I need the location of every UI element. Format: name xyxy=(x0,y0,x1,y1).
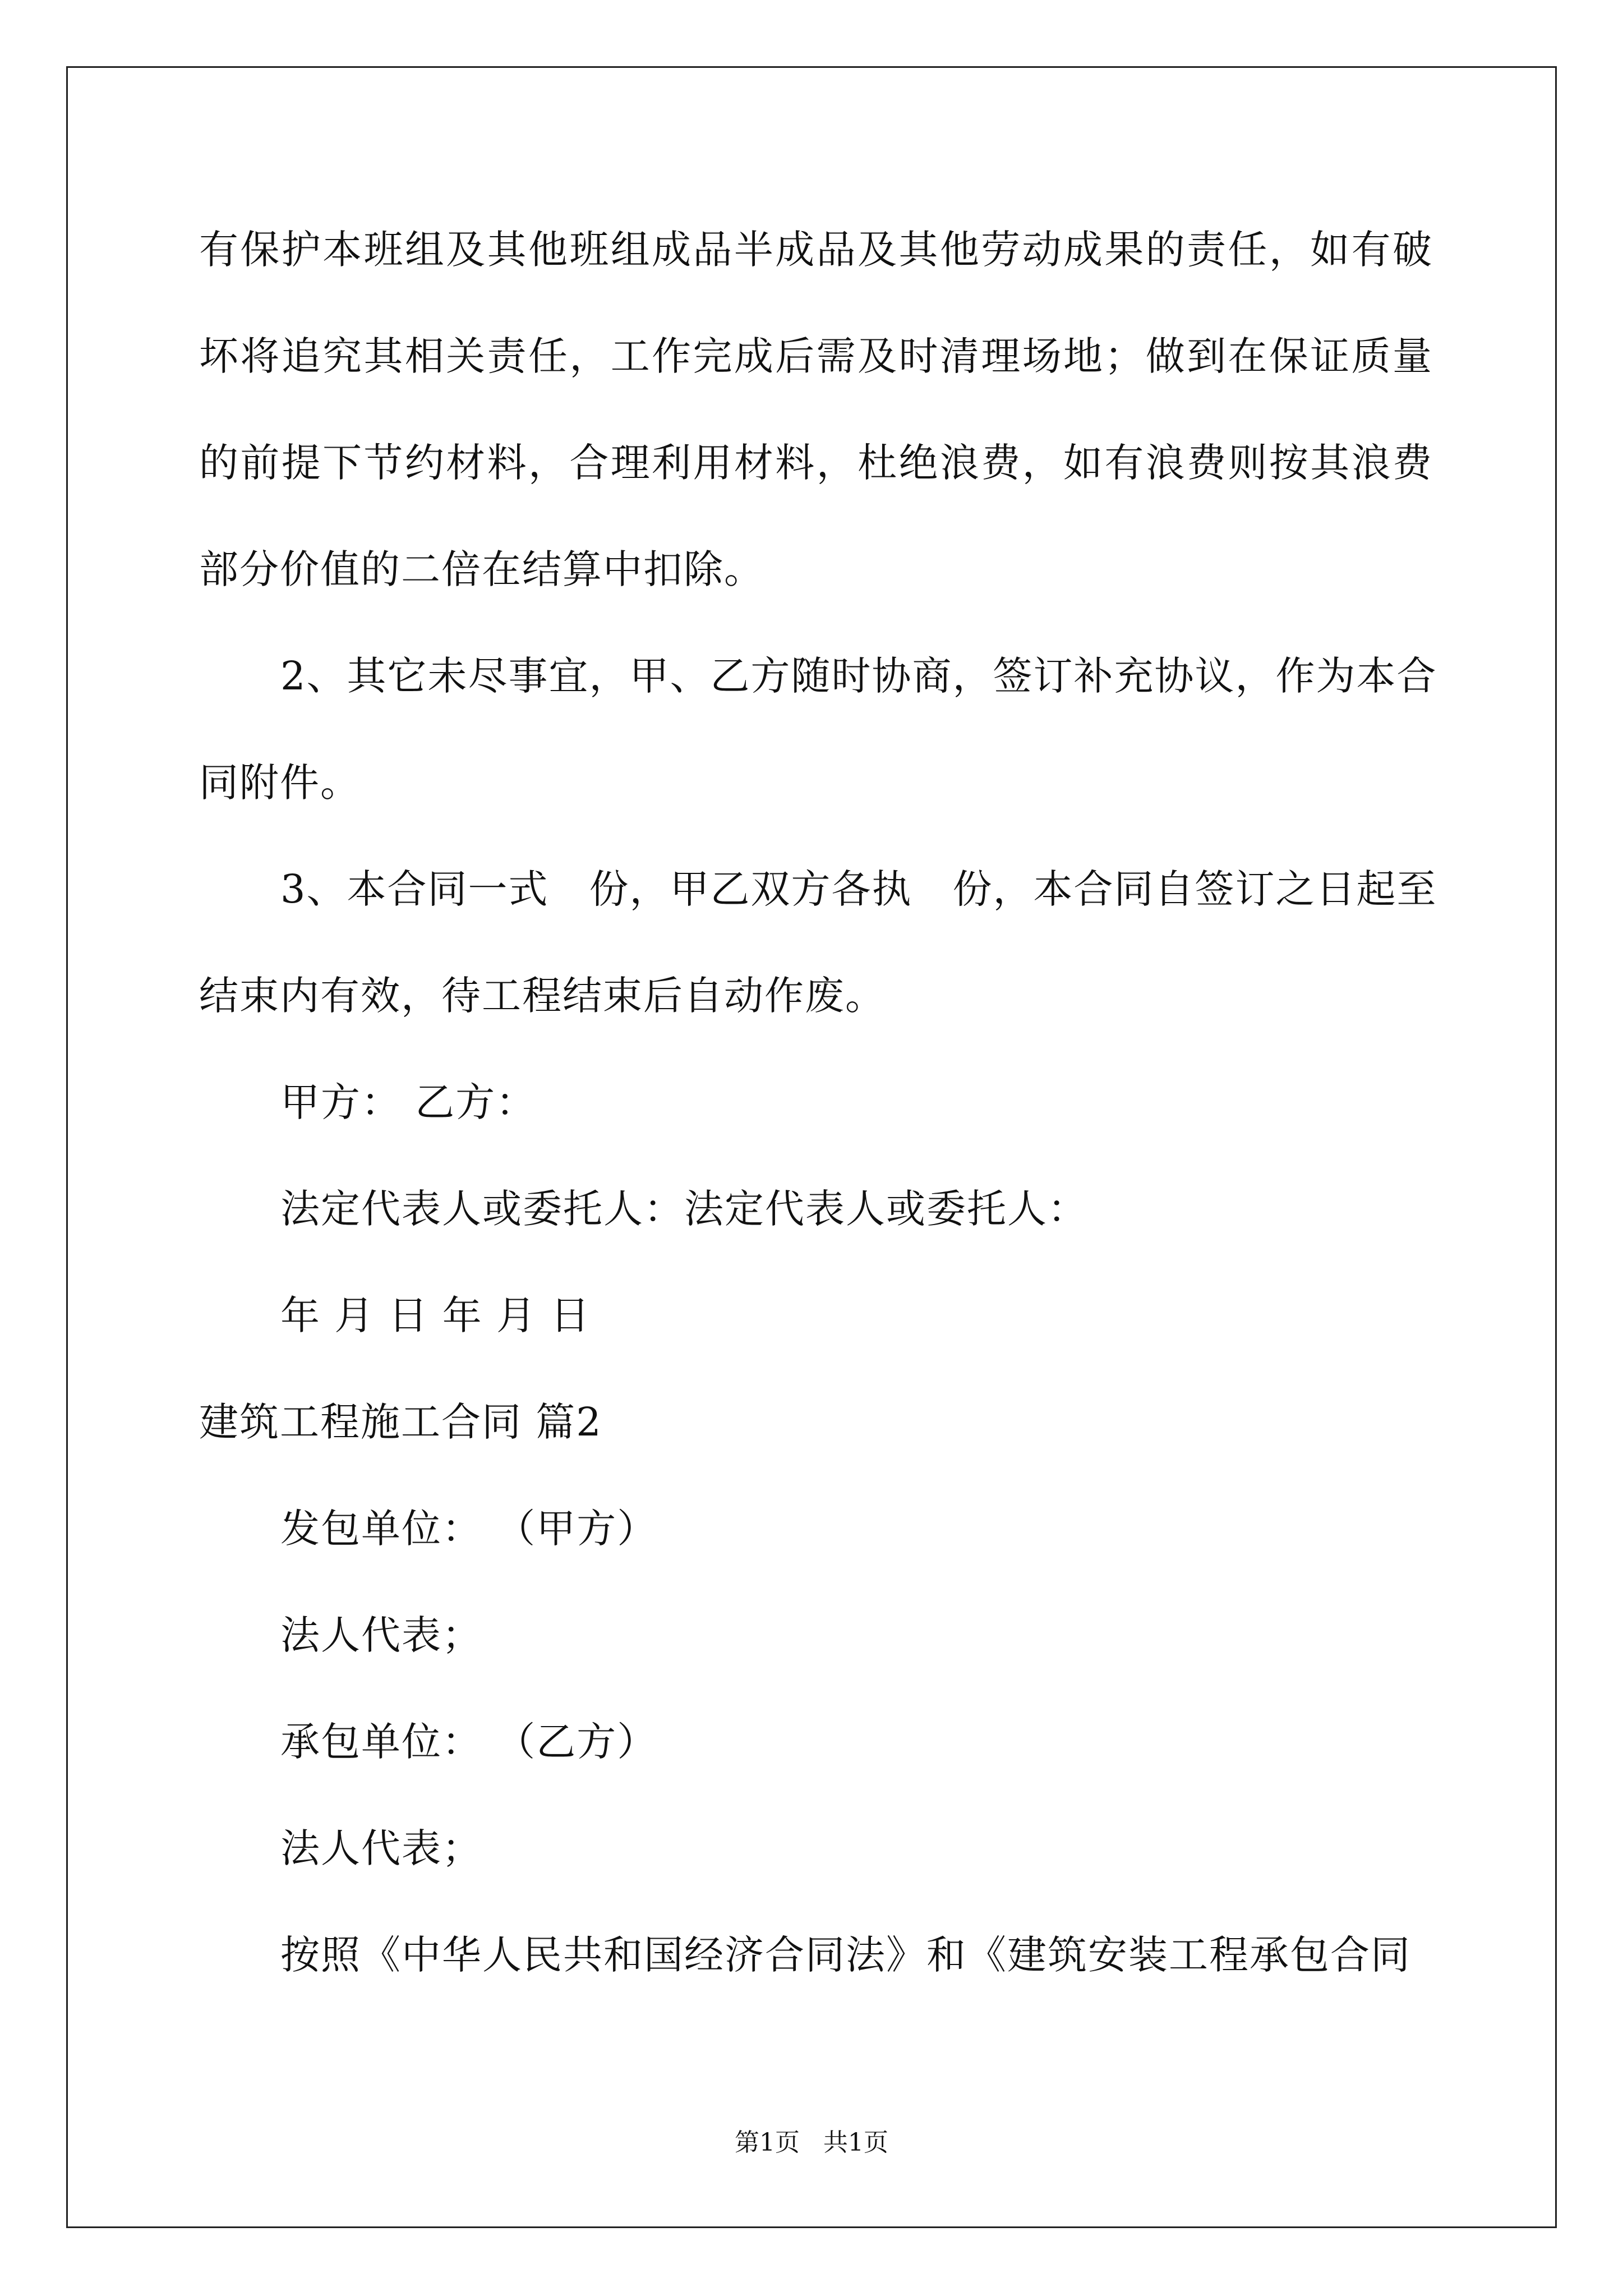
party-labels: 甲方： 乙方： xyxy=(280,1079,537,1125)
contractor-label: 承包单位： （乙方） xyxy=(280,1719,658,1765)
body-line-4: 部分价值的二倍在结算中扣除。 xyxy=(199,546,764,592)
representative-labels: 法定代表人或委托人：法定代表人或委托人： xyxy=(280,1186,1088,1232)
clause-3-line-2: 结束内有效，待工程结束后自动作废。 xyxy=(199,973,886,1019)
date-labels: 年 月 日 年 月 日 xyxy=(280,1292,591,1338)
body-line-3: 的前提下节约材料，合理利用材料，杜绝浪费，如有浪费则按其浪费 xyxy=(199,440,1433,486)
page-border xyxy=(66,66,1557,2228)
body-line-1: 有保护本班组及其他班组成品半成品及其他劳动成果的责任，如有破 xyxy=(199,227,1433,273)
law-reference-line: 按照《中华人民共和国经济合同法》和《建筑安装工程承包合同 xyxy=(280,1932,1411,1978)
clause-3-line-1: 3、本合同一式 份，甲乙双方各执 份，本合同自签订之日起至 xyxy=(280,866,1437,912)
contractor-representative: 法人代表； xyxy=(280,1825,482,1871)
page-footer: 第1页 共1页 xyxy=(735,2128,888,2157)
clause-2-line-1: 2、其它未尽事宜，甲、乙方随时协商，签订补充协议，作为本合 xyxy=(280,653,1437,699)
section-title: 建筑工程施工合同 篇2 xyxy=(199,1399,602,1445)
employer-label: 发包单位： （甲方） xyxy=(280,1506,658,1552)
body-line-2: 坏将追究其相关责任，工作完成后需及时清理场地；做到在保证质量 xyxy=(199,333,1433,379)
clause-2-line-2: 同附件。 xyxy=(199,760,361,806)
employer-representative: 法人代表； xyxy=(280,1612,482,1658)
